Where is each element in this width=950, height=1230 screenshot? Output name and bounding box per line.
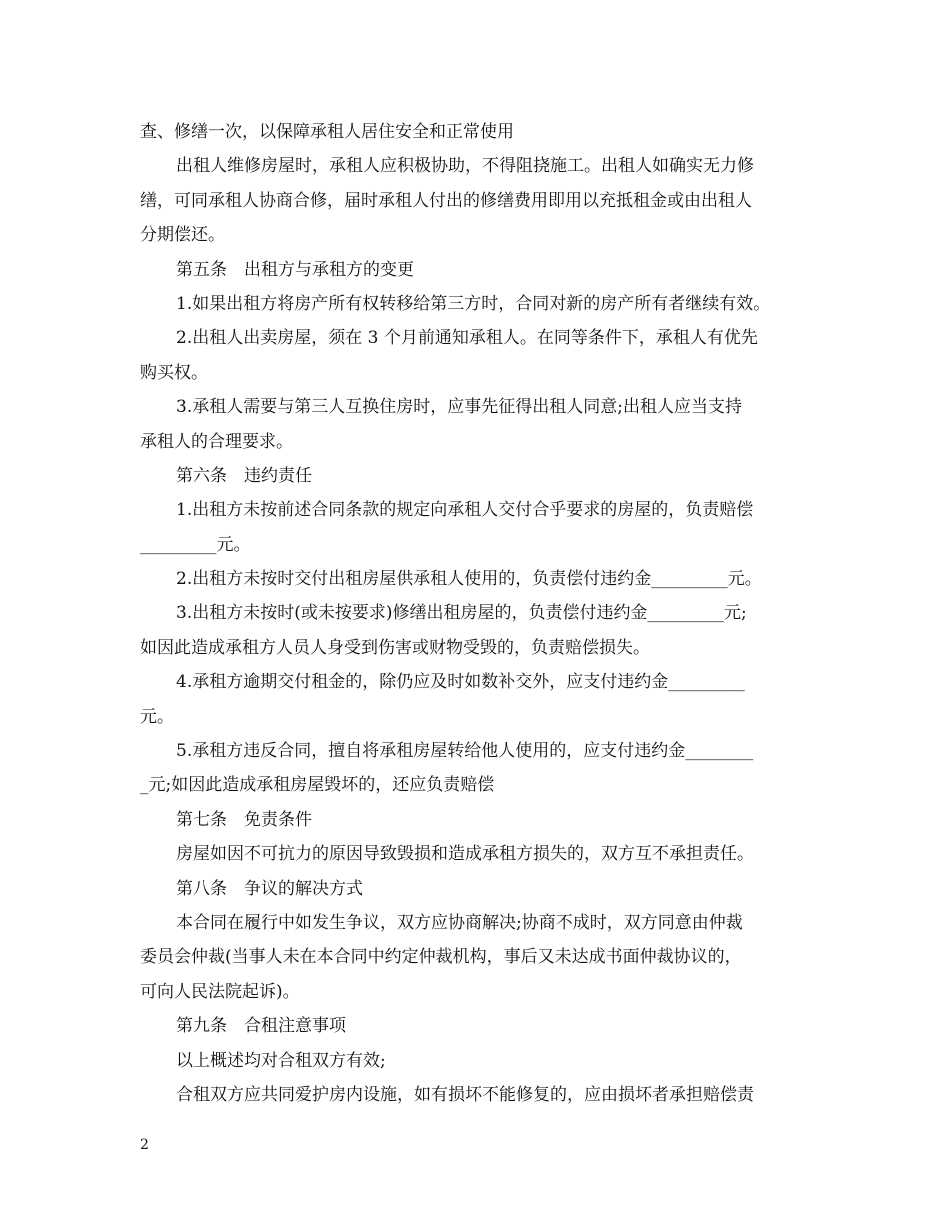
text-line: 3.出租方未按时(或未按要求)修缮出租房屋的，负责偿付违约金_________元;: [176, 603, 747, 624]
text-line: 房屋如因不可抗力的原因导致毁损和造成承租方损失的，双方互不承担责任。: [176, 844, 754, 865]
text-line: 缮，可同承租人协商合修，届时承租人付出的修缮费用即用以充抵租金或由出租人: [140, 190, 752, 211]
text-line: 如因此造成承租方人员人身受到伤害或财物受毁的，负责赔偿损失。: [140, 637, 650, 658]
text-line: 合租双方应共同爱护房内设施，如有损坏不能修复的，应由损坏者承担赔偿责: [176, 1084, 754, 1105]
text-line: 查、修缮一次，以保障承租人居住安全和正常使用: [140, 122, 514, 142]
text-line: 1.如果出租方将房产所有权转移给第三方时，合同对新的房产所有者继续有效。: [176, 293, 771, 314]
text-line: 购买权。: [140, 362, 208, 383]
text-line: 承租人的合理要求。: [140, 431, 293, 452]
text-line: 元。: [140, 706, 174, 727]
document-body: [140, 115, 815, 1112]
page-number: 2: [140, 1137, 149, 1153]
text-line: 第八条 争议的解决方式: [176, 878, 363, 899]
text-line: 委员会仲裁(当事人未在本合同中约定仲裁机构，事后又未达成书面仲裁协议的，: [140, 947, 742, 968]
text-line: 第六条 违约责任: [176, 465, 312, 486]
text-line: 本合同在履行中如发生争议，双方应协商解决;协商不成时，双方同意由仲裁: [176, 912, 743, 933]
text-line: _________元。: [140, 534, 251, 555]
text-line: 4.承租方逾期交付租金的，除仍应及时如数补交外，应支付违约金_________: [176, 672, 745, 693]
text-line: 第九条 合租注意事项: [176, 1016, 346, 1037]
text-line: 5.承租方违反合同，擅自将承租房屋转给他人使用的，应支付违约金________: [176, 741, 754, 762]
text-line: 2.出租人出卖房屋，须在 3 个月前通知承租人。在同等条件下，承租人有优先: [176, 328, 758, 349]
text-line: 以上概述均对合租双方有效;: [176, 1050, 386, 1071]
text-line: 可向人民法院起诉)。: [140, 981, 300, 1002]
text-line: 2.出租方未按时交付出租房屋供承租人使用的，负责偿付违约金_________元。: [176, 569, 762, 590]
text-line: _元;如因此造成承租房屋毁坏的，还应负责赔偿: [140, 775, 495, 796]
text-line: 1.出租方未按前述合同条款的规定向承租人交付合乎要求的房屋的，负责赔偿: [176, 500, 754, 521]
text-line: 第七条 免责条件: [176, 809, 312, 830]
text-line: 出租人维修房屋时，承租人应积极协助，不得阻挠施工。出租人如确实无力修: [176, 156, 754, 177]
text-line: 分期偿还。: [140, 225, 225, 246]
text-line: 3.承租人需要与第三人互换住房时，应事先征得出租人同意;出租人应当支持: [176, 397, 742, 418]
text-line: 第五条 出租方与承租方的变更: [176, 259, 414, 280]
